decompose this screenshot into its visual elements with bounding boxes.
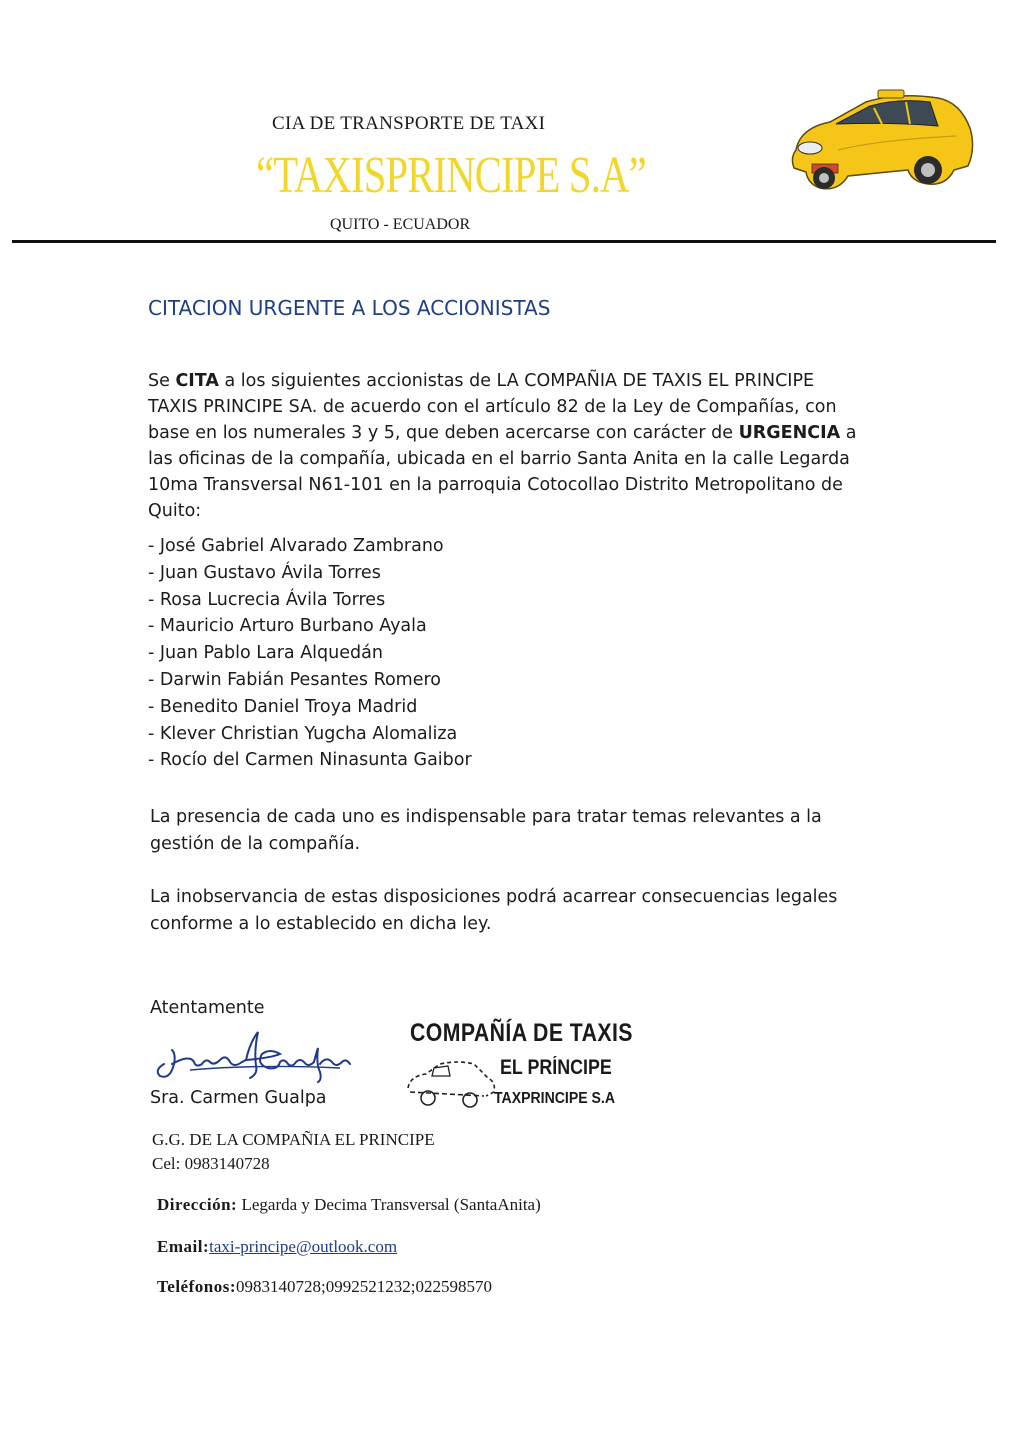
address-value: Legarda y Decima Transversal (SantaAnita) bbox=[237, 1195, 541, 1214]
list-item: - José Gabriel Alvarado Zambrano bbox=[148, 536, 444, 556]
intro-bold-cita: CITA bbox=[175, 371, 219, 391]
presence-paragraph: La presencia de cada uno es indispensable para tratar temas relevantes a la gestión de la compañía. bbox=[150, 807, 822, 854]
list-item: - Juan Pablo Lara Alquedán bbox=[148, 643, 383, 664]
stamp-company-line: COMPAÑÍA DE TAXIS bbox=[410, 1019, 633, 1047]
list-item: - Mauricio Arturo Burbano Ayala bbox=[148, 616, 427, 637]
signer-phone: Cel: 0983140728 bbox=[152, 1154, 270, 1173]
signer-name: Sra. Carmen Gualpa bbox=[150, 1088, 327, 1108]
taxi-car-icon bbox=[778, 88, 978, 200]
intro-text-3: a las oficinas de la compañía, ubicada en el barrio Santa Anita en la calle Legarda 10ma Transversal N61-101 en la parroquia Cotocollao Distrito Metropolitano de Quito: bbox=[148, 423, 857, 521]
header-divider bbox=[12, 240, 996, 243]
list-item: - Klever Christian Yugcha Alomaliza bbox=[148, 723, 458, 744]
stamp-legal-line: TAXPRINCIPE S.A bbox=[494, 1090, 615, 1107]
phones-label: Teléfonos: bbox=[157, 1277, 236, 1296]
recipient-list bbox=[148, 533, 472, 774]
intro-text-1: Se bbox=[148, 371, 176, 391]
email-link[interactable]: taxi-principe@outlook.com bbox=[209, 1237, 398, 1256]
signer-title: G.G. DE LA COMPAÑIA EL PRINCIPE bbox=[152, 1130, 435, 1149]
stamp-brand-line: EL PRÍNCIPE bbox=[500, 1056, 612, 1079]
list-item: - Rocío del Carmen Ninasunta Gaibor bbox=[148, 750, 472, 771]
intro-text-2: a los siguientes accionistas de LA COMPAÑIA DE TAXIS EL PRINCIPE TAXIS PRINCIPE SA. de acuerdo con el artículo 82 de la Ley de Compañías, con base en los numerales 3 y 5, que deben acercarse con carácter de bbox=[148, 371, 837, 443]
phones-value: 0983140728;0992521232;022598570 bbox=[236, 1277, 492, 1296]
list-item: - Benedito Daniel Troya Madrid bbox=[148, 696, 418, 717]
intro-paragraph bbox=[148, 368, 868, 524]
phones-line bbox=[157, 1277, 492, 1297]
brand-name: “TAXISPRINCIPE S.A” bbox=[256, 147, 646, 204]
list-item: - Rosa Lucrecia Ávila Torres bbox=[148, 589, 386, 610]
address-line bbox=[157, 1195, 541, 1215]
address-label: Dirección: bbox=[157, 1195, 238, 1214]
closing-salutation: Atentamente bbox=[150, 998, 265, 1018]
handwritten-signature bbox=[150, 1024, 360, 1084]
email-label: Email: bbox=[157, 1237, 210, 1256]
company-location: QUITO - ECUADOR bbox=[330, 216, 471, 233]
warning-paragraph: La inobservancia de estas disposiciones podrá acarrear consecuencias legales conforme a lo establecido en dicha ley. bbox=[150, 887, 838, 934]
company-type: CIA DE TRANSPORTE DE TAXI bbox=[272, 113, 546, 134]
document-title: CITACION URGENTE A LOS ACCIONISTAS bbox=[148, 296, 551, 320]
stamp-car-icon bbox=[404, 1058, 498, 1110]
intro-bold-urgencia: URGENCIA bbox=[738, 423, 841, 443]
list-item: - Juan Gustavo Ávila Torres bbox=[148, 562, 381, 583]
email-line bbox=[157, 1237, 397, 1257]
list-item: - Darwin Fabián Pesantes Romero bbox=[148, 669, 441, 690]
